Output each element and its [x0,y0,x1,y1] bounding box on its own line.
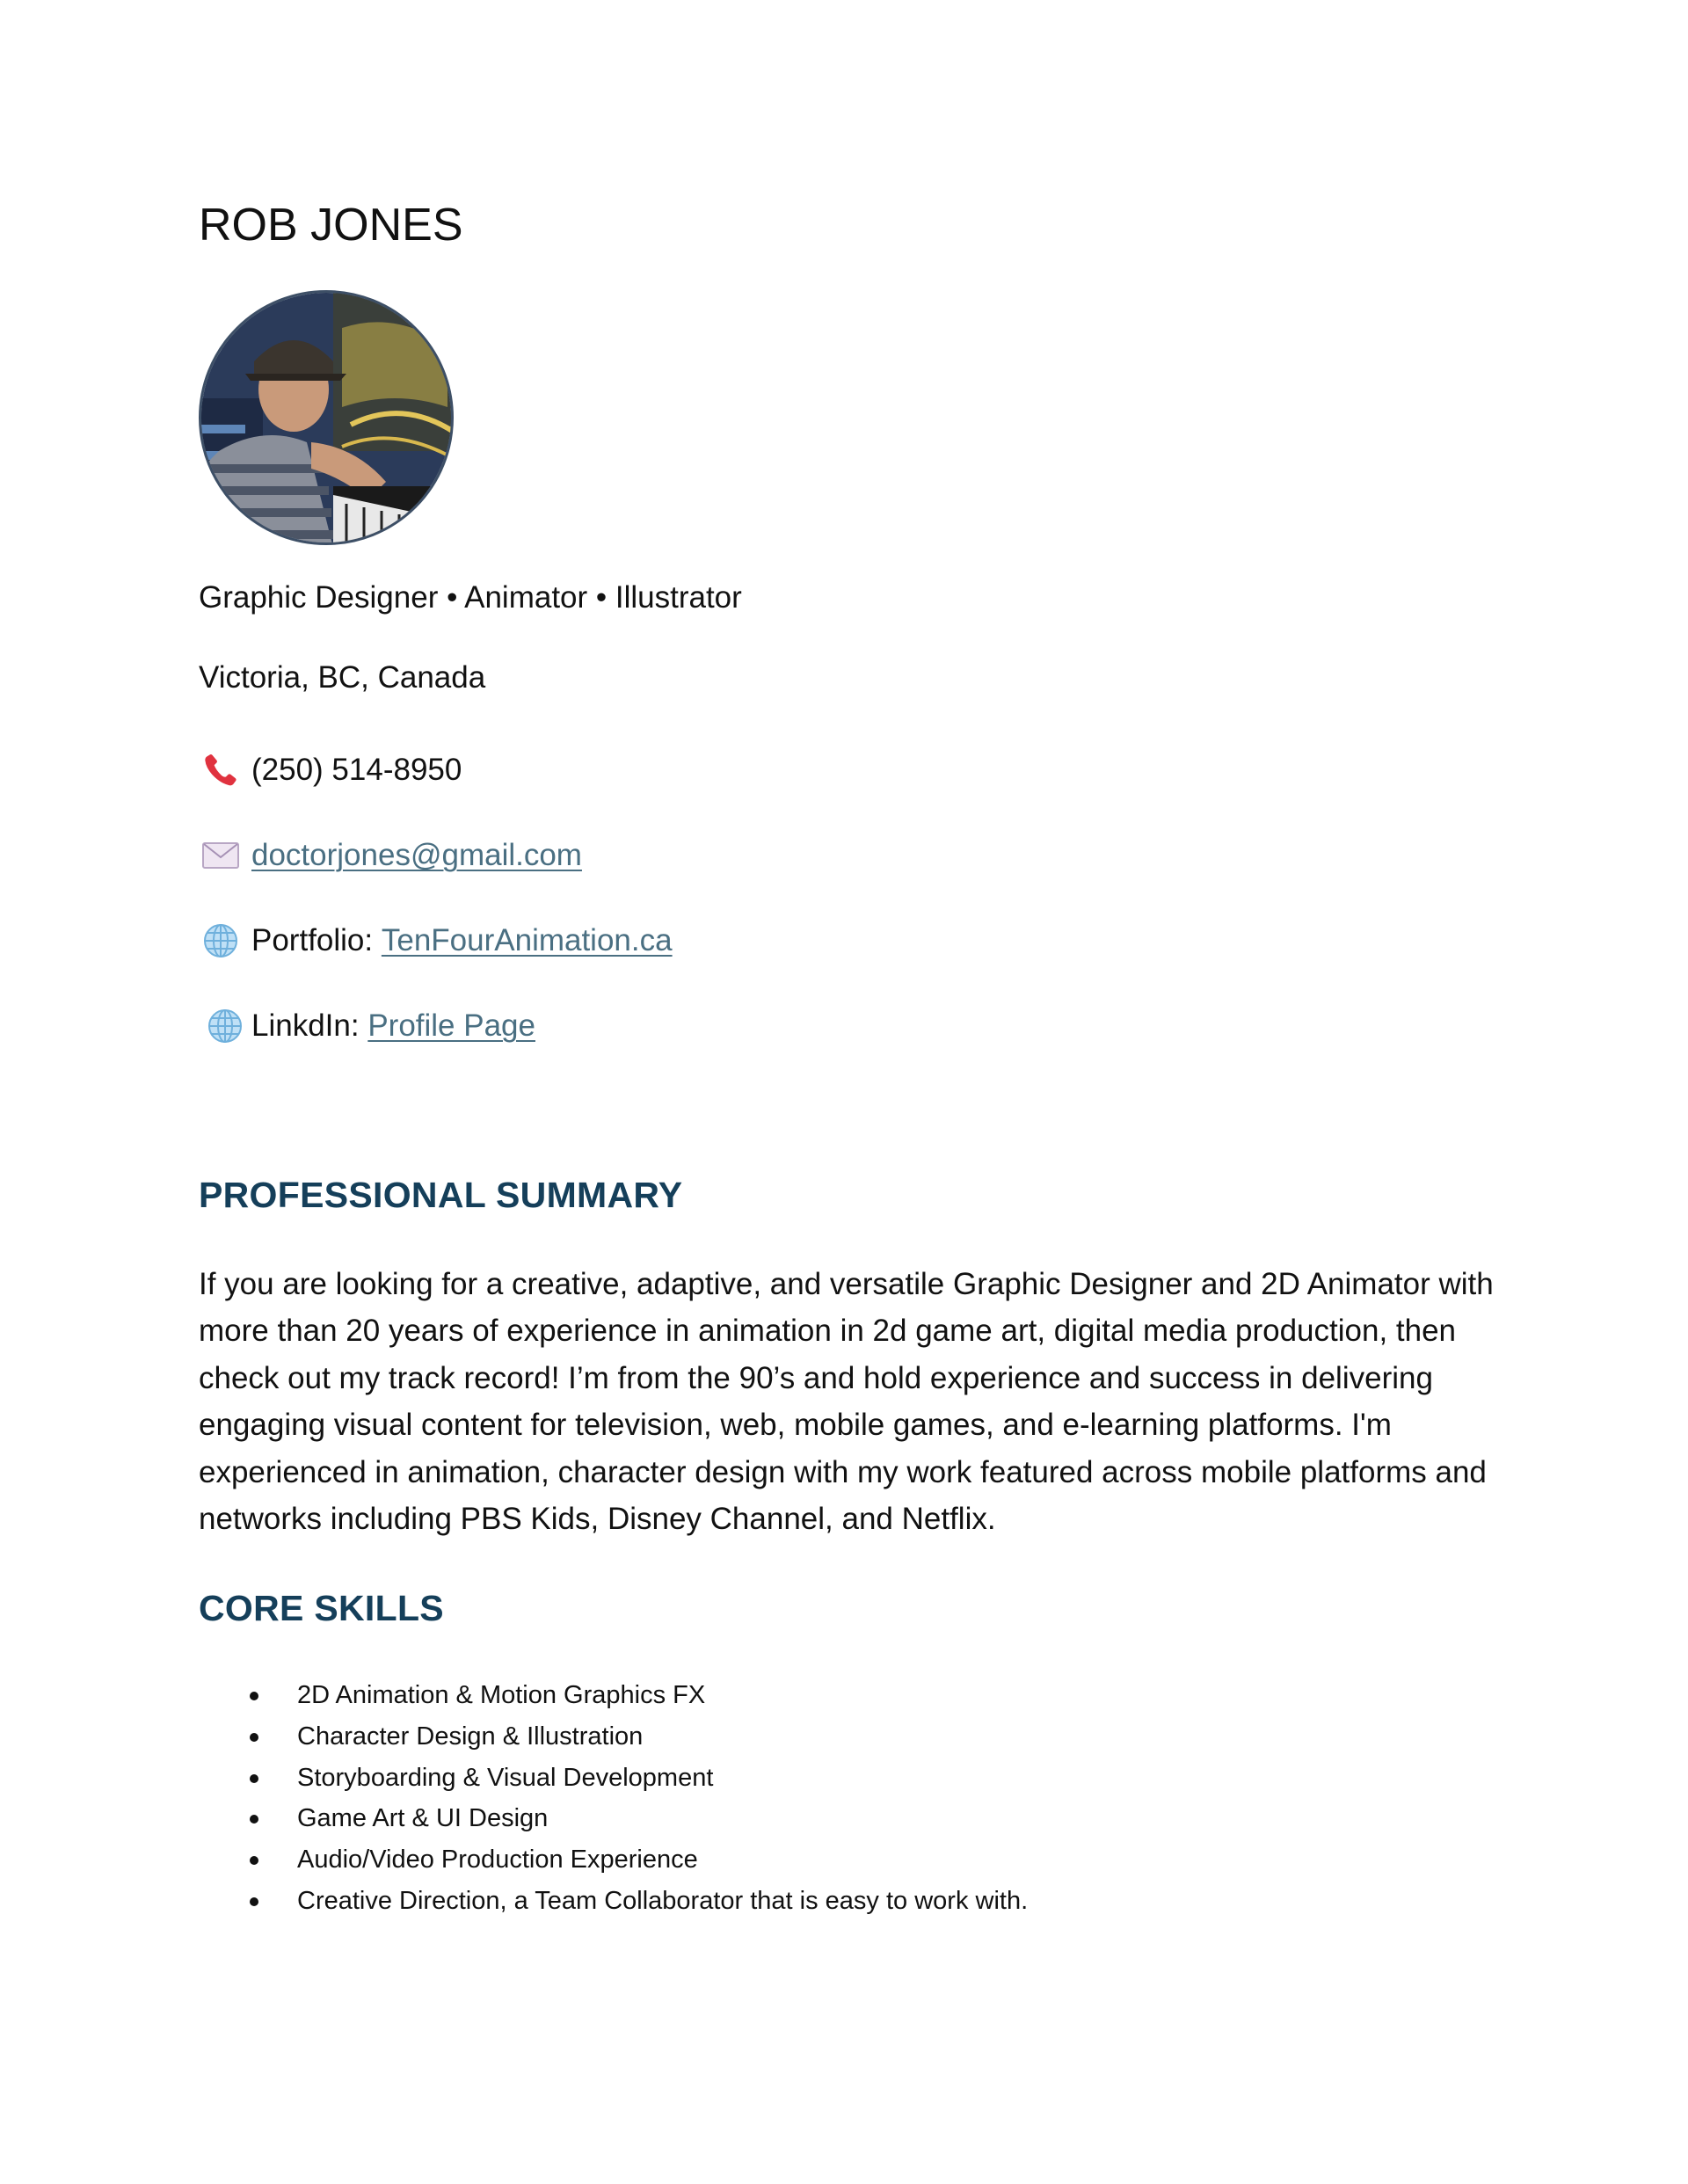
phone-number: (250) 514-8950 [251,753,462,787]
linkedin-link[interactable]: Profile Page [367,1008,535,1043]
candidate-name: ROB JONES [199,200,463,251]
linkedin-row [199,1004,535,1048]
skill-item: Character Design & Illustration [199,1716,1028,1758]
portfolio-row [199,919,673,963]
globe-icon [199,1004,243,1048]
profile-photo [199,290,454,545]
envelope-icon [199,834,243,877]
skill-item: Storyboarding & Visual Development [199,1758,1028,1799]
skill-item: Game Art & UI Design [199,1798,1028,1839]
linkedin-label: LinkdIn: [251,1008,368,1043]
professional-summary-heading: PROFESSIONAL SUMMARY [199,1175,683,1215]
telephone-icon [199,748,243,792]
skill-item: Creative Direction, a Team Collaborator that is easy to work with. [199,1881,1028,1922]
location: Victoria, BC, Canada [199,660,486,695]
portfolio-label: Portfolio: [251,923,382,957]
phone-row [199,748,462,792]
skill-item: 2D Animation & Motion Graphics FX [199,1675,1028,1716]
portfolio-link[interactable]: TenFourAnimation.ca [381,923,673,957]
email-link[interactable]: doctorjones@gmail.com [251,838,582,872]
profile-photo-illustration [201,293,454,545]
skill-item: Audio/Video Production Experience [199,1839,1028,1881]
core-skills-heading: CORE SKILLS [199,1588,444,1628]
professional-summary-text: If you are looking for a creative, adaptive, and versatile Graphic Designer and 2D Animator with more than 20 years of experience in animation in 2d game art, digital media production, then check out my track record! I’m from the 90’s and hold experience and success in delivering engaging visual content for television, web, mobile games, and e-learning platforms. I'm experienced in animation, character design with my work featured across mobile platforms and networks including PBS Kids, Disney Channel, and Netflix. [199,1267,1494,1537]
core-skills-list [199,1675,1028,1922]
globe-icon [199,919,243,963]
email-row [199,834,582,877]
job-tagline: Graphic Designer • Animator • Illustrator [199,580,742,615]
